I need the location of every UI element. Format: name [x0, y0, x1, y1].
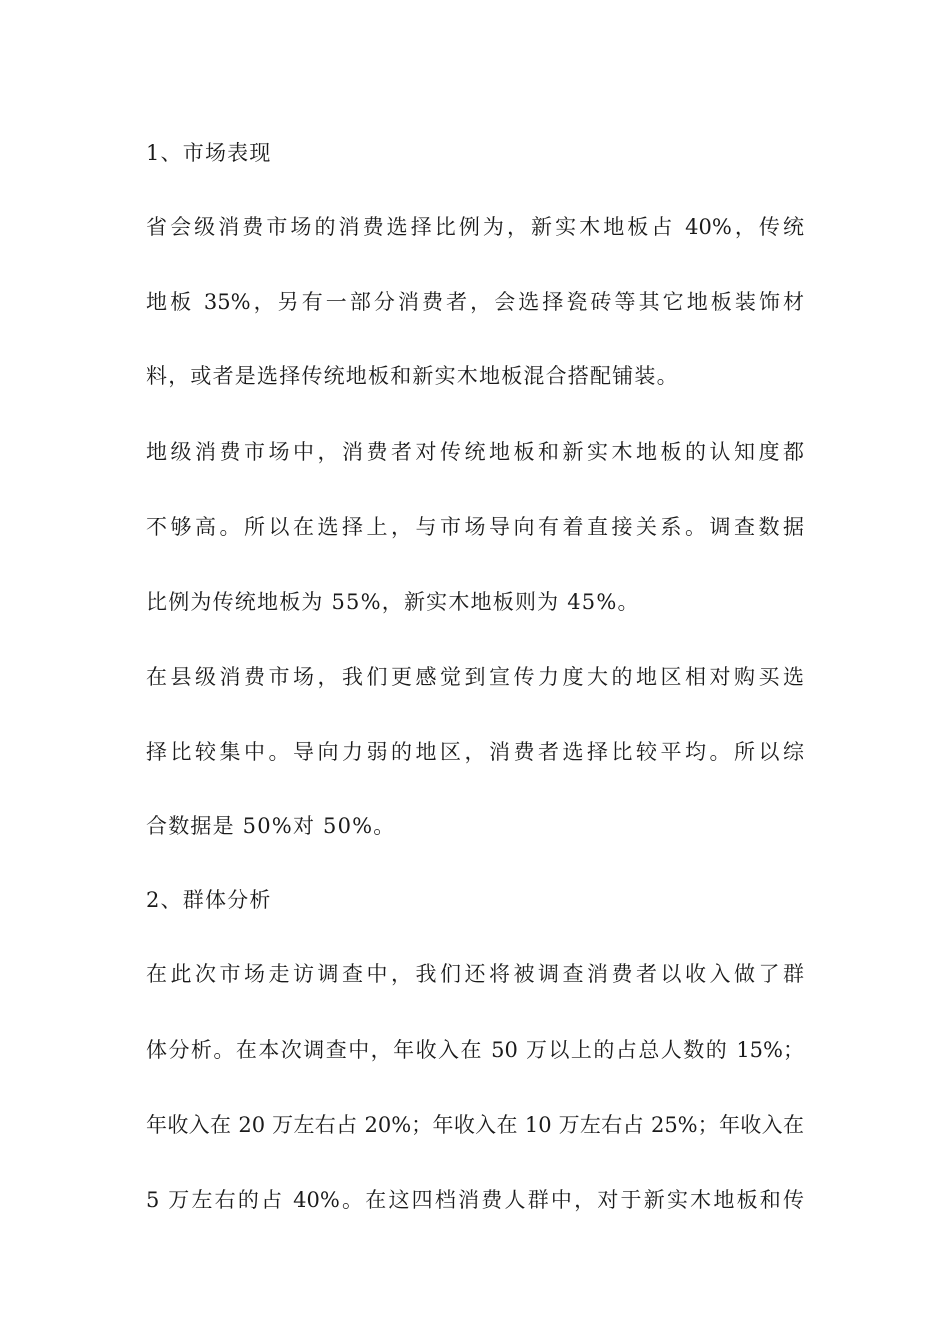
paragraph-line: 在县级消费市场，我们更感觉到宣传力度大的地区相对购买选	[146, 665, 804, 689]
paragraph-line: 料，或者是选择传统地板和新实木地板混合搭配铺装。	[146, 364, 679, 388]
section-heading-2: 2、群体分析	[146, 888, 272, 912]
paragraph-line: 5 万左右的占 40%。在这四档消费人群中，对于新实木地板和传	[146, 1188, 804, 1212]
paragraph-line: 地板 35%，另有一部分消费者，会选择瓷砖等其它地板装饰材	[146, 290, 804, 314]
paragraph-line: 不够高。所以在选择上，与市场导向有着直接关系。调查数据	[146, 515, 804, 539]
paragraph-line: 合数据是 50%对 50%。	[146, 814, 396, 838]
paragraph-line: 在此次市场走访调查中，我们还将被调查消费者以收入做了群	[146, 962, 804, 986]
paragraph-line: 体分析。在本次调查中，年收入在 50 万以上的占总人数的 15%；	[146, 1038, 804, 1062]
paragraph-line: 择比较集中。导向力弱的地区，消费者选择比较平均。所以综	[146, 740, 804, 764]
paragraph-line: 省会级消费市场的消费选择比例为，新实木地板占 40%，传统	[146, 215, 804, 239]
section-heading-1: 1、市场表现	[146, 141, 272, 165]
paragraph-line: 年收入在 20 万左右占 20%；年收入在 10 万左右占 25%；年收入在	[146, 1113, 804, 1137]
paragraph-line: 比例为传统地板为 55%，新实木地板则为 45%。	[146, 590, 640, 614]
paragraph-line: 地级消费市场中，消费者对传统地板和新实木地板的认知度都	[146, 440, 804, 464]
